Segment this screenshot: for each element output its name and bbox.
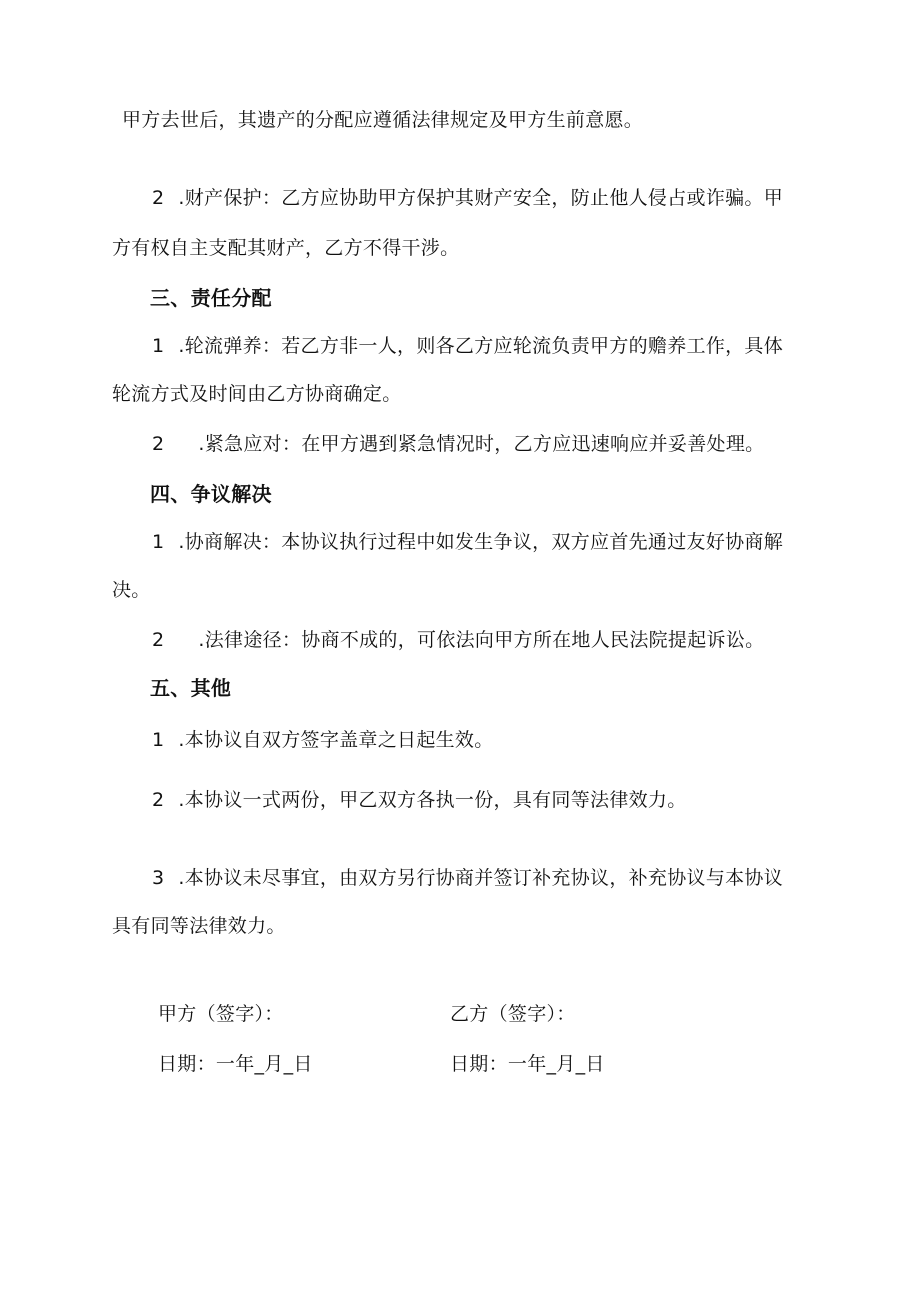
party-b-date: 日期：一年_月_日 [450, 1053, 605, 1075]
clause-number: 1 [152, 531, 165, 553]
clause-copies [152, 788, 687, 812]
section-title-dispute: 四、争议解决 [150, 482, 272, 506]
clause-text: .法律途径：协商不成的，可依法向甲方所在地人民法院提起诉讼。 [198, 629, 765, 651]
clause-text: .本协议自双方签字盖章之日起生效。 [178, 729, 494, 751]
clause-text: .轮流弹养：若乙方非一人，则各乙方应轮流负责甲方的赡养工作，具体 [178, 335, 784, 357]
clause-text: .本协议未尽事宜，由双方另行协商并签订补充协议，补充协议与本协议 [178, 867, 784, 889]
clause-legal-route [152, 628, 764, 652]
clause-number: 1 [152, 729, 165, 751]
clause-number: 2 [152, 629, 165, 651]
clause-rotation-care [152, 334, 783, 358]
section-title-responsibility: 三、责任分配 [150, 286, 272, 310]
clause-text: .本协议一式两份，甲乙双方各执一份，具有同等法律效力。 [178, 789, 687, 811]
clause-text: .协商解决：本协议执行过程中如发生争议，双方应首先通过友好协商解 [178, 531, 784, 553]
party-a-date: 日期：一年_月_日 [158, 1053, 313, 1075]
clause-text: .财产保护：乙方应协助甲方保护其财产安全，防止他人侵占或诈骗。甲 [178, 187, 784, 209]
clause-number: 2 [152, 789, 165, 811]
clause-property-protection-cont: 方有权自主支配其财产，乙方不得干涉。 [112, 237, 460, 259]
party-a-signature-label: 甲方（签字）： [158, 1003, 284, 1025]
clause-property-protection [152, 186, 783, 210]
clause-supplementary [152, 866, 783, 890]
clause-text: .紧急应对：在甲方遇到紧急情况时，乙方应迅速响应并妥善处理。 [198, 433, 765, 455]
paragraph-estate-distribution: 甲方去世后，其遗产的分配应遵循法律规定及甲方生前意愿。 [122, 109, 644, 131]
clause-number: 2 [152, 187, 165, 209]
section-title-other: 五、其他 [150, 676, 232, 700]
clause-number: 3 [152, 867, 165, 889]
clause-emergency-response [152, 432, 764, 456]
clause-rotation-care-cont: 轮流方式及时间由乙方协商确定。 [112, 383, 402, 405]
clause-number: 2 [152, 433, 165, 455]
clause-number: 1 [152, 335, 165, 357]
clause-negotiation [152, 530, 783, 554]
party-b-signature-label: 乙方（签字）： [450, 1003, 576, 1025]
clause-supplementary-cont: 具有同等法律效力。 [112, 915, 286, 937]
clause-effective-date [152, 728, 494, 752]
clause-negotiation-cont: 决。 [112, 579, 151, 601]
